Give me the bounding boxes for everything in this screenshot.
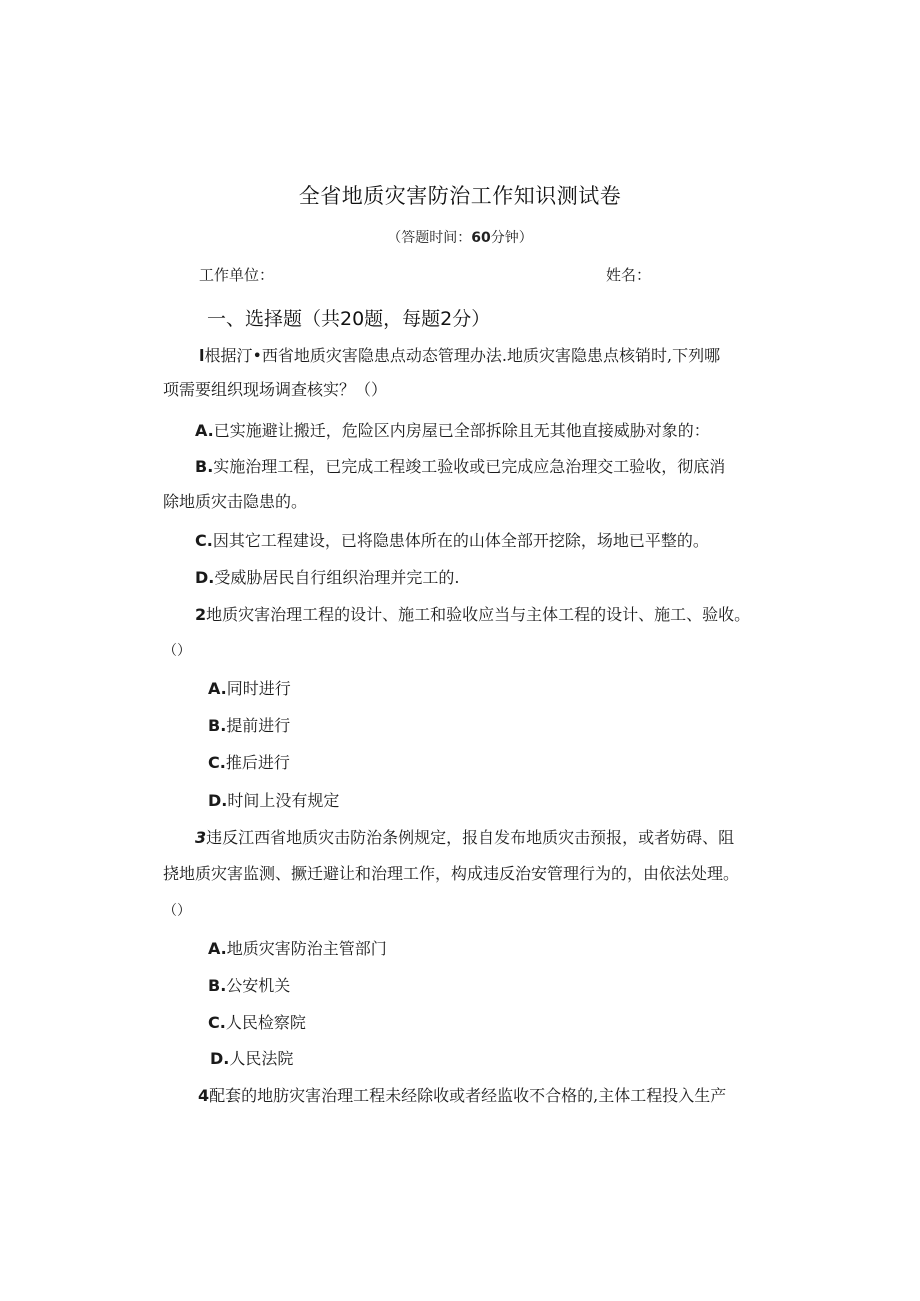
option-text: 受威胁居民自行组织治理并完工的.	[214, 568, 460, 587]
name-label: 姓名：	[606, 266, 652, 284]
question-number: 3	[195, 828, 207, 847]
page-title: 全省地质灾害防治工作知识测试卷	[298, 184, 622, 208]
option-text: 人民检察院	[225, 1013, 306, 1032]
option-text: 同时进行	[226, 679, 291, 698]
option-text: 公安机关	[226, 976, 291, 995]
section-title: 一、选择题（共20题，每题2分）	[207, 308, 491, 330]
exam-duration	[0, 227, 920, 247]
duration-suffix: 分钟）	[490, 230, 533, 246]
question-1-option-c	[195, 531, 709, 551]
question-number: 2	[195, 605, 207, 624]
duration-prefix: （答题时间：	[387, 230, 472, 246]
question-3-option-c	[208, 1013, 306, 1033]
option-label: A.	[208, 939, 227, 958]
option-label: B.	[208, 976, 227, 995]
question-1-option-b-cont: 除地质灾击隐患的。	[163, 492, 308, 511]
option-label: D.	[208, 791, 228, 810]
option-label: D.	[195, 568, 215, 587]
option-label: C.	[195, 531, 213, 550]
question-4-line-1	[198, 1086, 726, 1106]
work-unit-label: 工作单位：	[199, 266, 275, 284]
duration-minutes: 60	[471, 230, 491, 246]
question-3-line-2: 挠地质灾害监测、撅迁避让和治理工作，构成违反治安管理行为的，由依法处理。	[163, 864, 740, 883]
question-1-line-1	[199, 346, 720, 366]
option-label: D.	[210, 1049, 230, 1068]
option-text: 因其它工程建设，已将隐患体所在的山体全部开挖除，场地已平整的。	[212, 531, 709, 550]
option-text: 人民法院	[229, 1049, 294, 1068]
question-3-option-d	[210, 1049, 293, 1069]
question-3-line-1	[195, 828, 734, 848]
option-label: B.	[208, 716, 227, 735]
question-1-option-b	[195, 457, 725, 477]
option-text: 提前进行	[226, 716, 291, 735]
option-label: C.	[208, 1013, 226, 1032]
question-text: 违反江西省地质灾击防治条例规定，报自发布地质灾击预报，或者妨碍、阻	[206, 828, 735, 847]
question-3-option-b	[208, 976, 290, 996]
question-text: 根据汀•西省地质灾害隐患点动态管理办法.地质灾害隐患点核销时,下列哪	[204, 346, 721, 365]
option-label: B.	[195, 457, 214, 476]
question-2-option-c	[208, 753, 290, 773]
question-3-option-a	[208, 939, 387, 959]
option-text: 地质灾害防治主管部门	[226, 939, 387, 958]
question-number: l	[199, 346, 205, 365]
option-text: 实施治理工程，已完成工程竣工验收或已完成应急治理交工验收，彻底消	[213, 457, 726, 476]
question-1-line-2: 项需要组织现场调查核实？（）	[163, 380, 388, 399]
question-1-option-a	[195, 421, 710, 441]
question-1-option-d	[195, 568, 459, 588]
question-2-option-d	[208, 791, 339, 811]
option-text: 已实施避让搬迁，危险区内房屋已全部拆除且无其他直接威胁对象的：	[213, 421, 710, 440]
question-2-option-b	[208, 716, 290, 736]
question-3-line-3: （）	[163, 903, 191, 919]
question-number: 4	[198, 1086, 210, 1105]
option-label: A.	[208, 679, 227, 698]
question-2-line-1	[195, 605, 750, 625]
option-text: 推后进行	[225, 753, 290, 772]
option-label: C.	[208, 753, 226, 772]
question-text: 配套的地肪灾害治理工程未经除收或者经监收不合格的,主体工程投入生产	[209, 1086, 727, 1105]
question-2-line-2: （）	[163, 643, 191, 659]
option-text: 时间上没有规定	[227, 791, 340, 810]
question-text: 地质灾害治理工程的设计、施工和验收应当与主体工程的设计、施工、验收。	[206, 605, 751, 624]
question-2-option-a	[208, 679, 291, 699]
option-label: A.	[195, 421, 214, 440]
